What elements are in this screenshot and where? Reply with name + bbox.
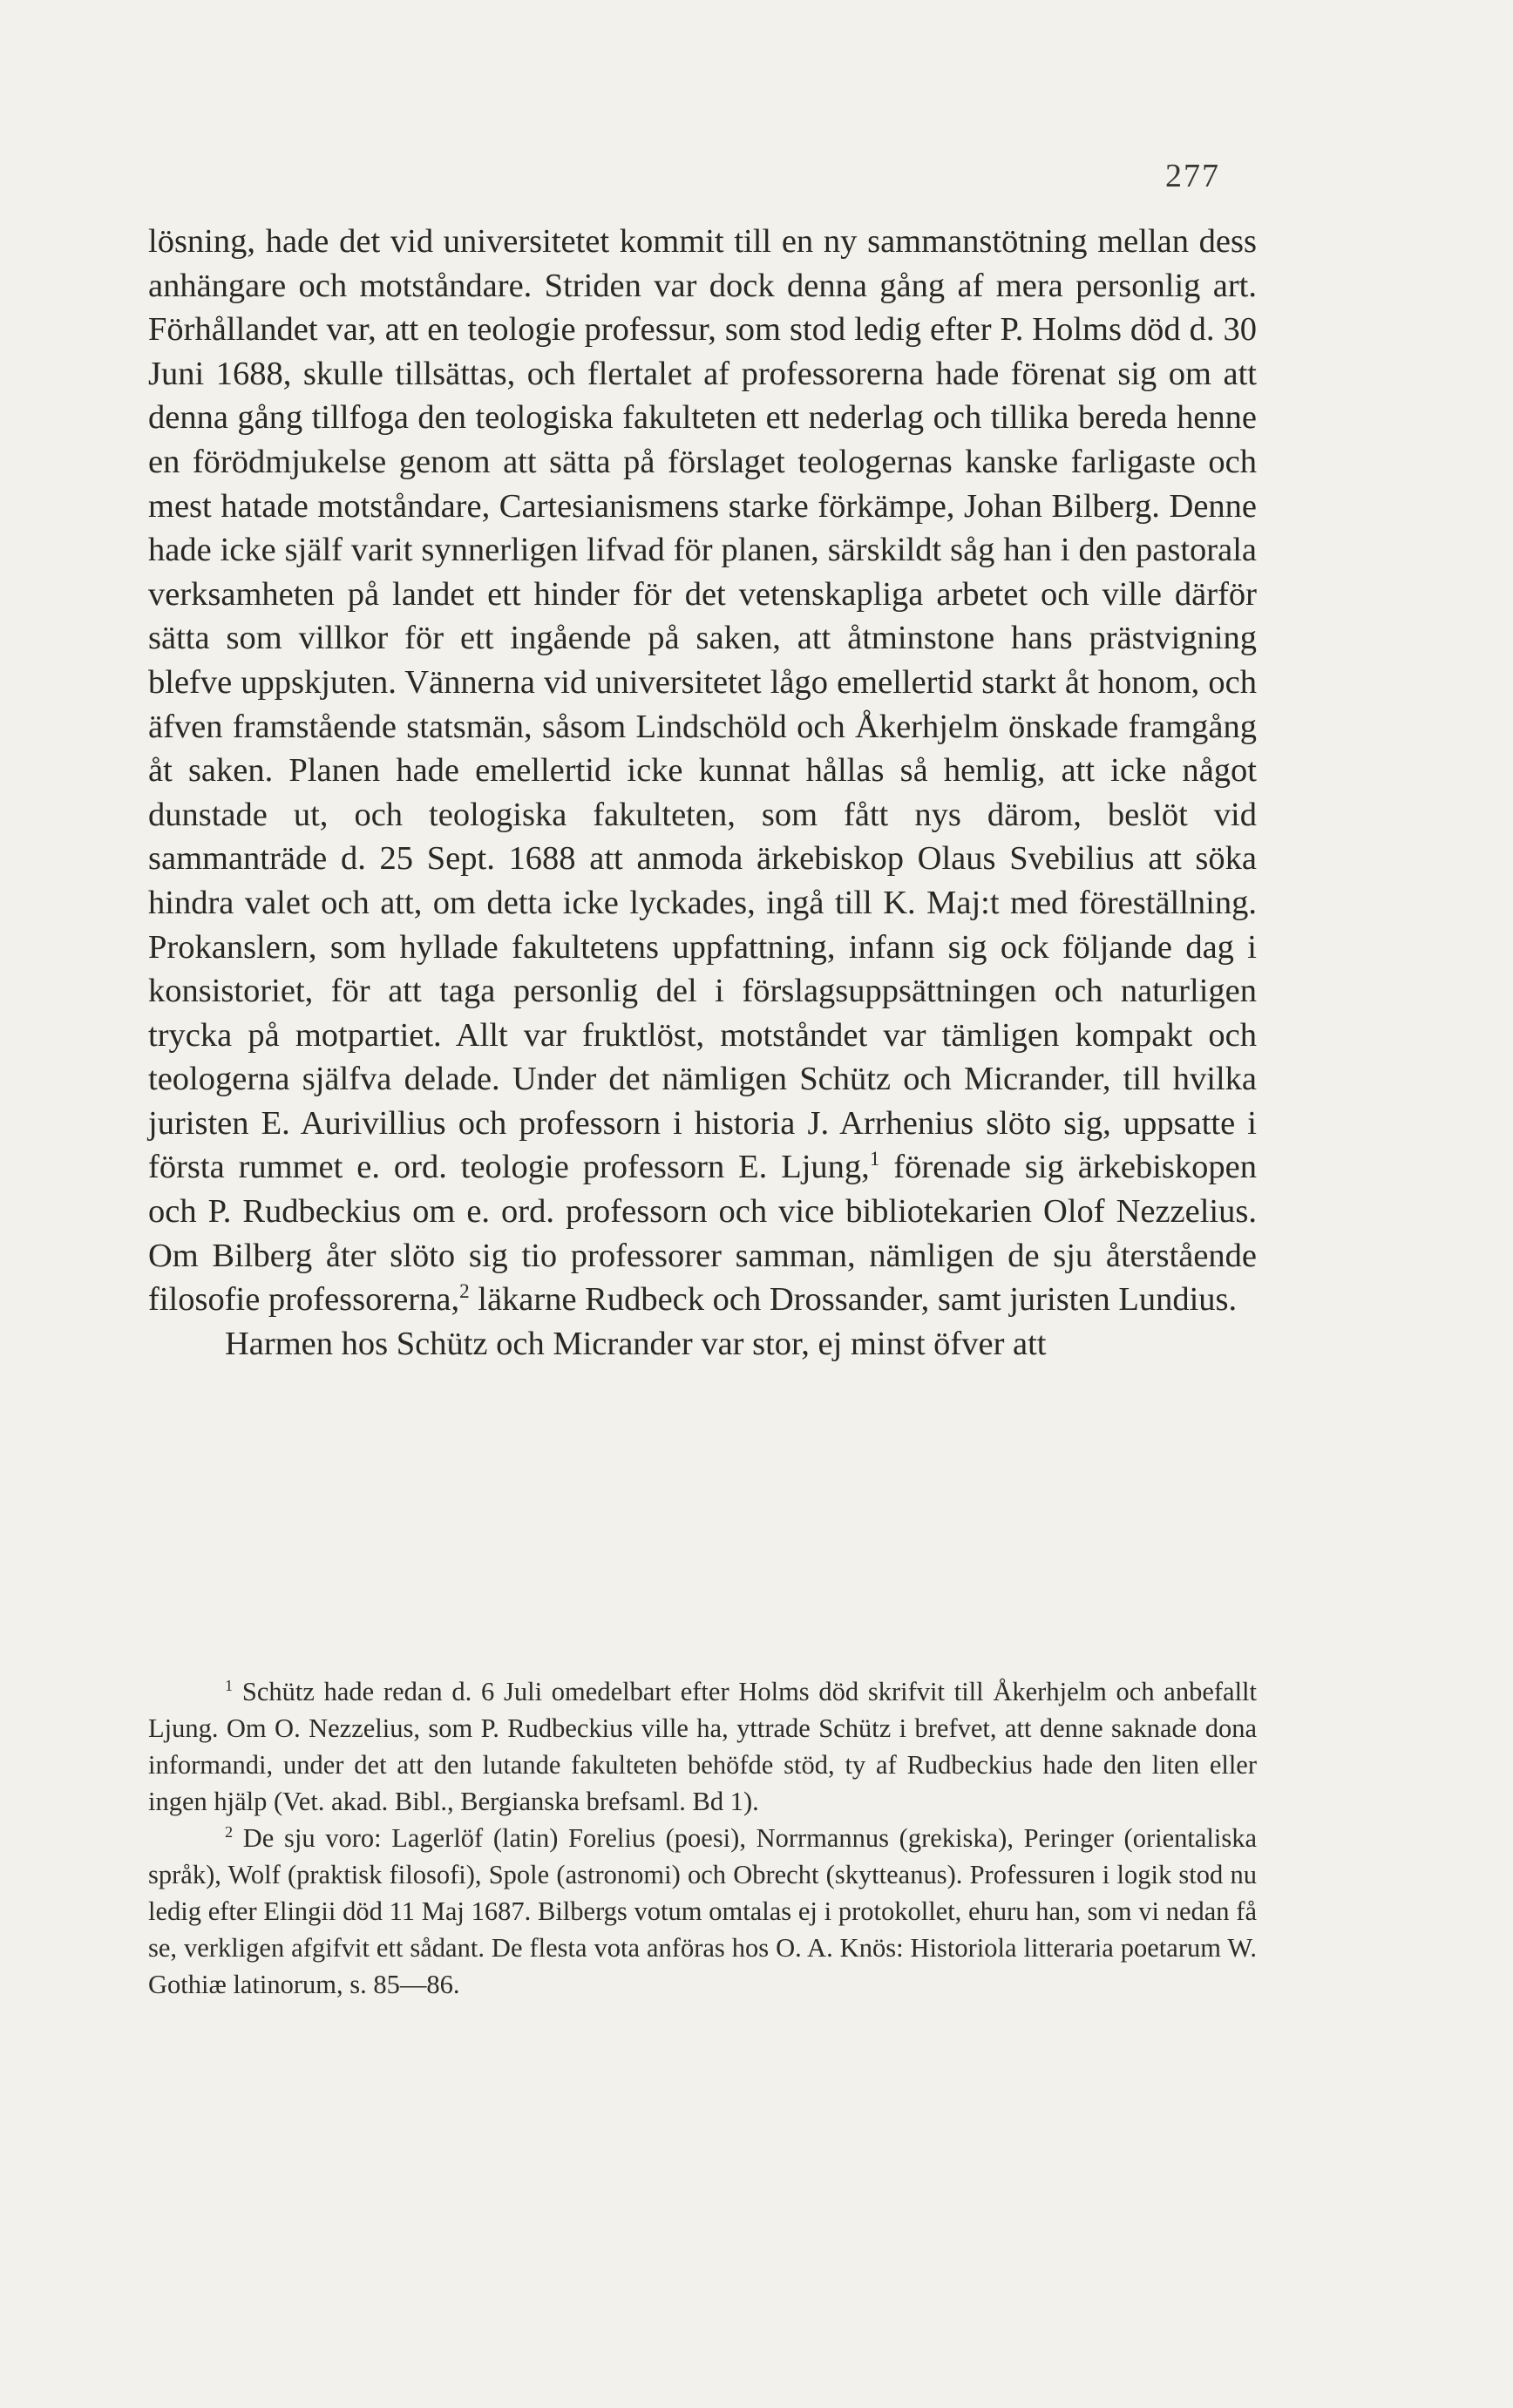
- footnote-marker: 2: [225, 1822, 234, 1841]
- footnote-reference: 1: [869, 1147, 880, 1170]
- footnote: [148, 1820, 1257, 2003]
- main-text: [148, 220, 1257, 1366]
- paragraph-text: läkarne Rudbeck och Drossander, samt juristen Lundius.: [469, 1281, 1238, 1319]
- footnote-text: Schütz hade redan d. 6 Juli omedelbart efter Holms död skrifvit till Åkerhjelm och anbefallt Ljung. Om O. Nezzelius, som P. Rudbeckius ville ha, yttrade Schütz i brefvet, att denne saknade dona informandi, under det att den lutande fakulteten behöfde stöd, ty af Rudbeckius hade den liten eller ingen hjälp (Vet. akad. Bibl., Bergianska brefsaml. Bd 1).: [148, 1677, 1257, 1816]
- paragraph-text: lösning, hade det vid universitetet kommit till en ny sammanstötning mellan dess anhängare och motståndare. Striden var dock denna gång af mera personlig art. Förhållandet var, att en teologie professur, som stod ledig efter P. Holms död d. 30 Juni 1688, skulle tillsättas, och flertalet af professorerna hade förenat sig om att denna gång tillfoga den teologiska fakulteten ett nederlag och tillika bereda henne en förödmjukelse genom att sätta på förslaget teologernas kanske farligaste och mest hatade motståndare, Cartesianismens starke förkämpe, Johan Bilberg. Denne hade icke själf varit synnerligen lifvad för planen, särskildt såg han i den pastorala verksamheten på landet ett hinder för det vetenskapliga arbetet och ville därför sätta som villkor för ett ingående på saken, att åtminstone hans prästvigning blefve uppskjuten. Vännerna vid universitetet lågo emellertid starkt åt honom, och äfven framstående statsmän, såsom Lindschöld och Åkerhjelm önskade framgång åt saken. Planen hade emellertid icke kunnat hållas så hemlig, att icke något dunstade ut, och teologiska fakulteten, som fått nys därom, beslöt vid sammanträde d. 25 Sept. 1688 att anmoda ärkebiskop Olaus Svebilius att söka hindra valet och att, om detta icke lyckades, ingå till K. Maj:t med föreställning. Prokanslern, som hyllade fakultetens uppfattning, infann sig ock följande dag i konsistoriet, för att taga personlig del i förslagsuppsättningen och naturligen trycka på motpartiet. Allt var fruktlöst, motståndet var tämligen kompakt och teologerna själfva delade. Under det nämligen Schütz och Micrander, till hvilka juristen E. Aurivillius och professorn i historia J. Arrhenius slöto sig, uppsatte i första rummet e. ord. teologie professorn E. Ljung,: [148, 223, 1257, 1186]
- footnote: [148, 1673, 1257, 1820]
- footnote-reference: 2: [459, 1279, 470, 1303]
- paragraph: Harmen hos Schütz och Micrander var stor, ej minst öfver att: [225, 1325, 1047, 1362]
- paragraph: [148, 220, 1257, 1322]
- footnote-text: De sju voro: Lagerlöf (latin) Forelius (poesi), Norrmannus (grekiska), Peringer (orientaliska språk), Wolf (praktisk filosofi), Spole (astronomi) och Obrecht (skytteanus). Professuren i logik stod nu ledig efter Elingii död 11 Maj 1687. Bilbergs votum omtalas ej i protokollet, ehuru han, som vi nedan få se, verkligen afgifvit ett sådant. De flesta vota anföras hos O. A. Knös: Historiola litteraria poetarum W. Gothiæ latinorum, s. 85—86.: [148, 1823, 1257, 1999]
- footnotes: [148, 1673, 1257, 2003]
- paragraph-text: förenade sig ärkebiskopen och P. Rudbeckius om e. ord. professorn och vice bibliotekarien Olof Nezzelius. Om Bilberg åter slöto sig tio professorer samman, nämligen de sju återstående filosofie professorerna,: [148, 1149, 1257, 1319]
- footnote-marker: 1: [225, 1676, 234, 1694]
- page-number: 277: [1165, 158, 1220, 194]
